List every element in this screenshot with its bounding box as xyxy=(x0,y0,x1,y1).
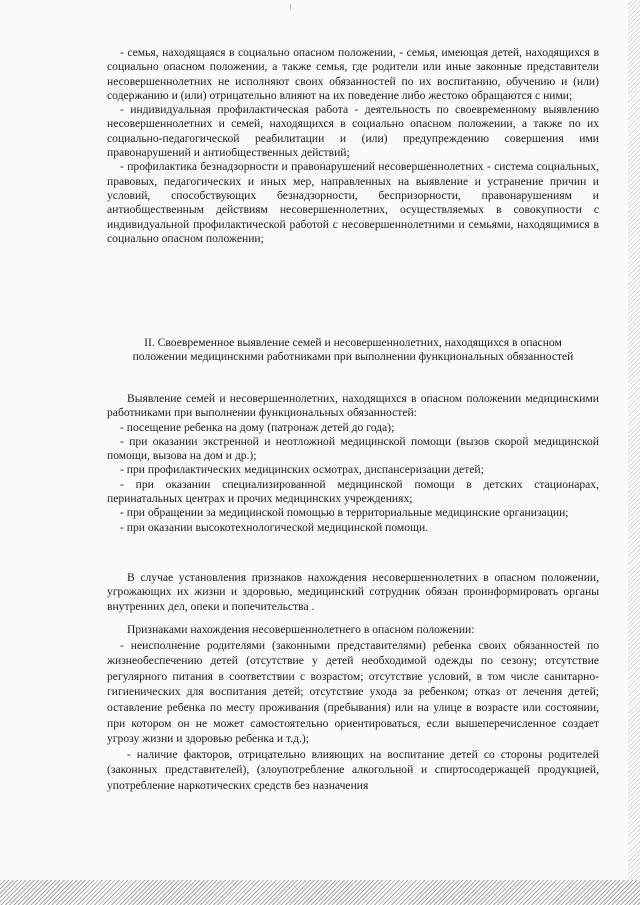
signs-item: - неисполнение родителями (законными представителями) ребенка своих обязанностей по жизнеобеспечению детей (отсутствие у детей необходимой одежды по сезону; отсутствие регулярного питания в соответствии с возрастом; отсутствие условий, в том числе санитарно-гигиенических для воспитания детей; отсутствие ухода за ребенком; отказ от лечения детей; оставление ребенка по месту проживания (пребывания) или на улице в возрасте или состоянии, при котором он не может самостоятельно ориентироваться, если вышеперечисленное создает угрозу жизни и здоровью ребенка и т.д.); xyxy=(107,638,599,746)
obligation-text: В случае установления признаков нахождения несовершеннолетних в опасном положении, угрожающих их жизни и здоровью, медицинский сотрудник обязан проинформировать органы внутренних дел, опеки и попечительства . xyxy=(107,571,599,613)
definition-family-in-danger: - семья, находящаяся в социально опасном положении, - семья, имеющая детей, находящихся в социально опасном положении, а также семья, где родители или иные законные представители несовершеннолетних не исполняют своих обязанностей по их воспитанию, обучению и (или) содержанию и (или) отрицательно влияют на их поведение либо жестоко обращаются с ними; xyxy=(107,46,599,102)
detection-item: - при профилактических медицинских осмотрах, диспансеризации детей; xyxy=(120,463,484,477)
detection-item: - при обращении за медицинской помощью в территориальные медицинские организации; xyxy=(120,506,569,520)
scan-edge-right xyxy=(628,0,640,880)
scan-edge-bottom xyxy=(0,880,640,905)
signs-intro: Признаками нахождения несовершеннолетнего в опасном положении: xyxy=(127,623,475,636)
section-heading xyxy=(107,336,599,365)
detection-block xyxy=(107,392,599,535)
definitions-block xyxy=(107,46,599,246)
section-heading-line-1: II. Своевременное выявление семей и несовершеннолетних, находящихся в опасном xyxy=(144,336,562,349)
detection-item: - при оказании высокотехнологической медицинской помощи. xyxy=(120,520,429,534)
signs-block xyxy=(107,622,599,794)
detection-item: - при оказании экстренной и неотложной медицинской помощи (вызов скорой медицинской помощи, вызова на дом и др.); xyxy=(107,434,599,463)
detection-item: - при оказании специализированной медицинской помощи в детских стационарах, перинатальных центрах и прочих медицинских учреждениях; xyxy=(107,477,599,506)
section-heading-line-2: положении медицинскими работниками при выполнении функциональных обязанностей xyxy=(132,350,574,364)
detection-intro: Выявление семей и несовершеннолетних, находящихся в опасном положении медицинскими работниками при выполнении функциональных обязанностей: xyxy=(107,392,599,420)
definition-prevention: - профилактика безнадзорности и правонарушений несовершеннолетних - система социальных, правовых, педагогических и иных мер, направленных на выявление и устранение причин и условий, способствующих безнадзорности, беспризорности, правонарушениям и антиобщественным действиям несовершеннолетних, осуществляемых в совокупности с индивидуальной профилактической работой с несовершеннолетними и семьями, находящимися в социально опасном положении; xyxy=(107,160,599,245)
obligation-block xyxy=(107,571,599,614)
detection-item: - посещение ребенка на дому (патронаж детей до года); xyxy=(120,420,395,434)
definition-individual-work: - индивидуальная профилактическая работа - деятельность по своевременному выявлению несовершеннолетних и семей, находящихся в социально опасном положении, а также по их социально-педагогической реабилитации и (или) предупреждению совершения ими правонарушений и антиобщественных действий; xyxy=(107,103,599,160)
signs-item: - наличие факторов, отрицательно влияющих на воспитание детей со стороны родителей (законных представителей), (злоупотребление алкогольной и спиртосодержащей продукцией, употребление наркотических средств без назначения xyxy=(107,747,599,792)
scan-speck xyxy=(290,4,291,10)
